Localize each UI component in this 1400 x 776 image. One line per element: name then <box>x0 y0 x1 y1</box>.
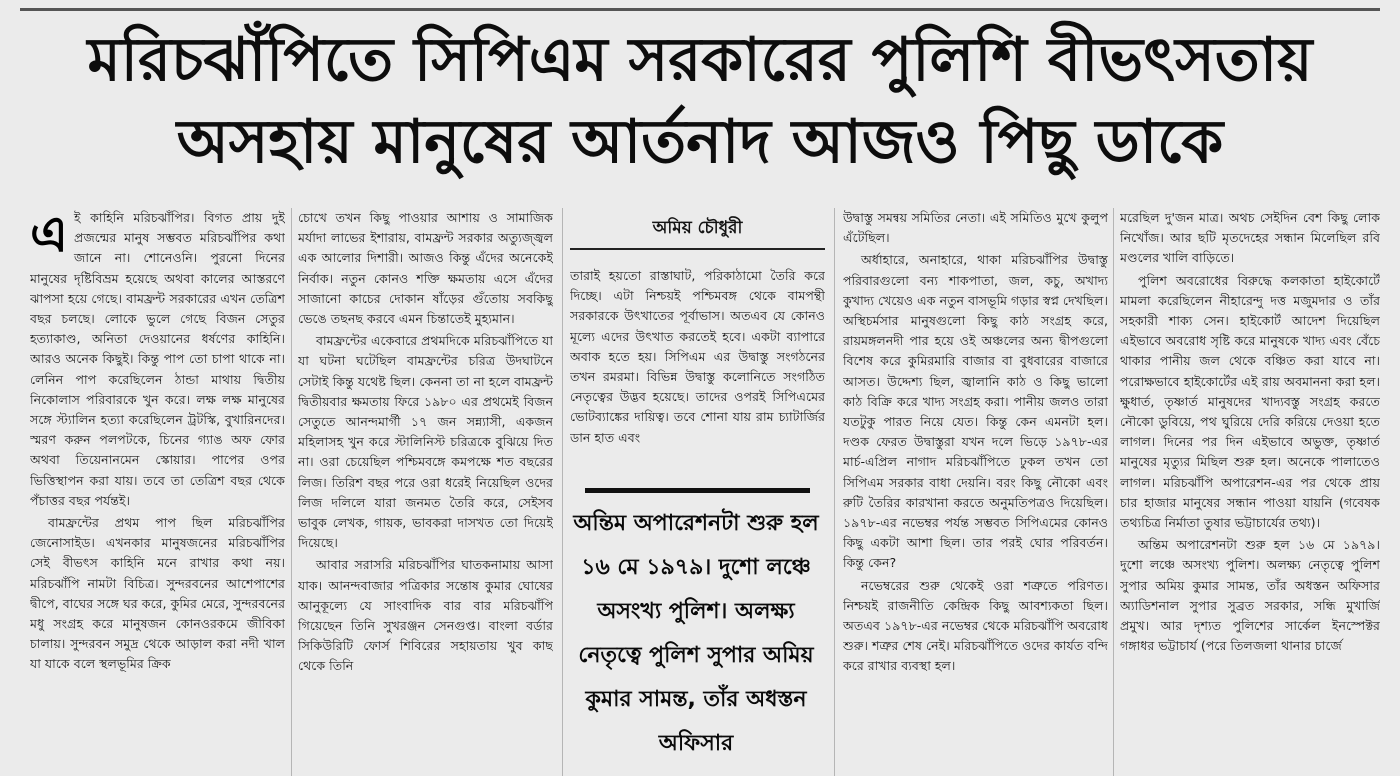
column-3-paragraph-1: তারাই হয়তো রাস্তাঘাট, পরিকাঠামো তৈরি করে দিচ্ছে। এটা নিশ্চয়ই পশ্চিমবঙ্গ থেকে বামপন্থী সরকারকে উৎখাতের পূর্বাভাস। অতএব যে কোনও মূল্যে এদের উৎখাত করতেই হবে। একটা ব্যাপারে অবাক হতে হয়। সিপিএম এর উদ্বাস্তু সংগঠনের তখন রমরমা। বিভিন্ন উদ্বাস্তু কলোনিতে সংগঠিত নেতৃত্বের উদ্ভব হয়েছে। তাদের ওপরই সিপিএমের ভোটব্যাঙ্কের দায়িত্ব। তবে শোনা যায় রাম চ্যাটার্জির ডান হাত এবং <box>570 268 825 445</box>
column-2-paragraph-3: আবার সরাসরি মরিচঝাঁপির ঘাতকনামায় আসা যাক। আনন্দবাজার পত্রিকার সন্তোষ কুমার ঘোষের আনুকূল্যে যে সাংবাদিক বার বার মরিচঝাঁপি গিয়েছেন তিনি সুখরঞ্জন সেনগুপ্ত। বাংলা বর্ডার সিকিউরিটি ফোর্স শিবিরের সহায়তায় খুব কাছ থেকে তিনি <box>298 557 553 674</box>
headline-line-2: অসহায় মানুষের আর্তনাদ আজও পিছু ডাকে <box>176 107 1224 177</box>
column-1-paragraph-1 <box>30 208 285 511</box>
column-divider <box>1113 208 1114 776</box>
column-5-paragraph-2: পুলিশ অবরোধের বিরুদ্ধে কলকাতা হাইকোর্টে মামলা করেছিলেন নীহারেন্দু দত্ত মজুমদার ও তাঁর সহকারী শাক্য সেন। হাইকোর্ট আদেশ দিয়েছিল এইভাবে অবরোধ সৃষ্টি করে মানুষকে খাদ্য এবং বেঁচে থাকার পানীয় জল থেকে বঞ্চিত করা যাবে না। পরোক্ষভাবে হাইকোর্টের এই রায় অবমাননা করা হল। ক্ষুধার্ত, তৃষ্ণার্ত মানুষদের খাদ্যবস্তু সংগ্রহ করতে নৌকো ডুবিয়ে, পথ ঘুরিয়ে দেরি করিয়ে দেওয়া হতে লাগল। দিনের পর দিন এইভাবে অভুক্ত, তৃষ্ণার্ত মানুষের মৃত্যুর মিছিল শুরু হল। অনেকে পালাতেও লাগল। মরিচঝাঁপি অপারেশন-এর পর থেকে প্রায় চার হাজার মানুষের সন্ধান পাওয়া যায়নি (গবেষক তথ্যচিত্র নির্মাতা তুষার ভট্টাচার্যের তথ্য)। <box>1120 272 1380 531</box>
column-2-paragraph-1: চোখে তখন কিছু পাওয়ার আশায় ও সামাজিক মর্যাদা লাভের ইশারায়, বামফ্রন্ট সরকার অত্যুজ্জ্বল এক আলোর দিশারী। আজও কিন্তু এঁদের অনেকেই নির্বাক। নতুন কোনও শক্তি ক্ষমতায় এসে এঁদের সাজানো কাচের দোকান ষাঁড়ের গুঁতোয় সবকিছু ভেঙে তছনছ করবে এমন চিন্তাতেই মুহ্যমান। <box>298 210 553 327</box>
top-border-rule <box>20 8 1380 11</box>
column-5-paragraph-1: মরেছিল দু'জন মাত্র। অথচ সেইদিন বেশ কিছু লোক নিখোঁজ। আর ছটি মৃতদেহের সন্ধান মিলেছিল রবি মণ্ডলের খালি বাড়িতে। <box>1120 210 1380 266</box>
pullquote-rule <box>585 488 810 493</box>
column-divider <box>291 208 292 776</box>
article-column-5 <box>1120 208 1380 776</box>
column-1-paragraph-2: বামফ্রন্টের প্রথম পাপ ছিল মরিচঝাঁপির জেনোসাইড। এখনকার মানুষজনের মরিচঝাঁপির সেই বীভৎস কাহিনি মনে রাখার কথা নয়। মরিচঝাঁপি নামটা বিচিত্র। সুন্দরবনের আশেপাশের দ্বীপে, বাঘের সঙ্গে ঘর করে, কুমির মেরে, সুন্দরবনের মধু সংগ্রহ করে মানুষজন কোনওরকমে জীবিকা চালায়। সুন্দরবন সমুদ্র থেকে আড়াল করা নদী খাল যা যাকে বলে স্থলভূমির ক্রিক <box>30 515 285 672</box>
column-4-paragraph-3: নভেম্বরের শুরু থেকেই ওরা শত্রুতে পরিণত। নিশ্চয়ই রাজনীতি কেন্দ্রিক কিছু আবশ্যকতা ছিল। অতএব ১৯৭৮-এর নভেম্বর থেকে মরিচঝাঁপি অবরোধ শুরু। শত্রুর শেষ নেই। মরিচঝাঁপিতে ওদের কার্যত বন্দি করে রাখার ব্যবস্থা হল। <box>843 577 1108 674</box>
byline: অমিয় চৌধুরী <box>570 208 825 250</box>
article-column-4 <box>843 208 1108 776</box>
column-2-paragraph-2: বামফ্রন্টের একেবারে প্রথমদিকে মরিচঝাঁপিতে যা যা ঘটনা ঘটেছিল বামফ্রন্টের চরিত্র উদঘাটনে সেটাই কিন্তু যথেষ্ট ছিল। কেননা তা না হলে বামফ্রন্ট দ্বিতীয়বার ক্ষমতায় ফিরে ১৯৮০ এর প্রথমেই বিজন সেতুতে আনন্দমার্গী ১৭ জন সন্ন্যাসী, একজন মহিলাসহ খুন করে স্টালিনিস্ট চরিত্রকে বুঝিয়ে দিত না। ওরা চেয়েছিল পশ্চিমবঙ্গে কমপক্ষে শত বছরের লিজ। তিরিশ বছর পরে ওরা ধরেই নিয়েছিল ওদের লিজ দলিলে যারা জনমত তৈরি করে, সেইসব ভাবুক লেখক, গায়ক, ভাবকরা দাসখত তো দিয়েই দিয়েছে। <box>298 333 553 551</box>
pullquote: অন্তিম অপারেশনটা শুরু হল ১৬ মে ১৯৭৯। দুশো লঞ্চে অসংখ্য পুলিশ। অলক্ষ্য নেতৃত্বে পুলিশ সুপার অমিয় কুমার সামন্ত, তাঁর অধস্তন অফিসার <box>573 511 819 756</box>
column-divider <box>562 208 563 776</box>
column-divider <box>834 208 835 776</box>
article-column-1 <box>30 208 285 776</box>
headline-line-1: মরিচঝাঁপিতে সিপিএম সরকারের পুলিশি বীভৎসতায় <box>87 25 1313 95</box>
column-5-paragraph-3: অন্তিম অপারেশনটা শুরু হল ১৬ মে ১৯৭৯। দুশো লঞ্চে অসংখ্য পুলিশ। অলক্ষ্য নেতৃত্বে পুলিশ সুপার অমিয় কুমার সামন্ত, তাঁর অধস্তন অফিসার অ্যাডিশনাল সুপার সুব্রত সরকার, সন্ধি মুখার্জি প্রমুখ। আর দৃশ্যত পুলিশের সার্কেল ইনস্পেক্টর গঙ্গাধর ভট্টাচার্য (পরে তিলজলা থানার চার্জে <box>1120 537 1380 654</box>
column-1-paragraph-1-text: ই কাহিনি মরিচঝাঁপির। বিগত প্রায় দুই প্রজন্মের মানুষ সম্ভবত মরিচঝাঁপির কথা জানে না। শোনেওনি। পুরনো দিনের মানুষের দৃষ্টিবিভ্রম হয়েছে অথবা কালের আস্তরণে ঝাপসা হয়ে গেছে। বামফ্রন্ট সরকারের এখন তেত্রিশ বছর চলছে। লোকে ভুলে গেছে বিজন সেতুর হত্যাকাণ্ড, অনিতা দেওয়ানের ধর্ষণের কাহিনি। আরও অনেক কিছুই। কিন্তু পাপ তো চাপা থাকে না। লেনিন পাপ করেছিলেন ঠান্ডা মাথায় দ্বিতীয় নিকোলাস পরিবারকে খুন করে। লক্ষ লক্ষ মানুষের সঙ্গে স্ট্যালিন হত্যা করেছিলেন ট্রটস্কি, বুখারিনদের। স্মরণ করুন পলপটকে, চিনের গ্যাঙ অফ ফোর অথবা তিয়েনানমেন স্কোয়ার। পাপের ওপর ভিত্তিস্থাপন করা যায়। তবে তা তেত্রিশ বছর থেকে পঁচাত্তর বছর পর্যন্তই। <box>30 210 285 508</box>
drop-cap: এ <box>30 208 69 263</box>
article-column-2 <box>298 208 553 776</box>
article-column-3 <box>570 266 825 486</box>
column-4-paragraph-1: উদ্বাস্তু সমন্বয় সমিতির নেতা। এই সমিতিও মুখে কুলুপ এঁটেছিল। <box>843 210 1108 246</box>
column-4-paragraph-2: অর্ধাহারে, অনাহারে, থাকা মরিচঝাঁপির উদ্বাস্তু পরিবারগুলো বন্য শাকপাতা, জল, কচু, অখাদ্য কুখাদ্য খেয়েও এক নতুন বাসভূমি গড়ার স্বপ্ন দেখছিল। অস্থিচর্মসার মানুষগুলো কিছু কাঠ সংগ্রহ করে, রায়মঙ্গলনদী পার হয়ে ওই অঞ্চলের অন্য দ্বীপগুলো বিশেষ করে কুমিরমারি বাজার বা বুধবারের বাজারে আসত। উদ্দেশ্য ছিল, জ্বালানি কাঠ ও কিছু ভালো কাঠ বিক্রি করে খাদ্য সংগ্রহ করা। পানীয় জলও তারা যতটুকু পারত নিয়ে যেত। কিন্তু কেন এমনটা হল। দণ্ডক ফেরত উদ্বাস্তুরা যখন দলে ভিড়ে ১৯৭৮-এর মার্চ-এপ্রিল নাগাদ মরিচঝাঁপিতে ঢুকল তখন তো সিপিএম সরকার বাধা দেয়নি। বরং কিছু নৌকো এবং রুটি তৈরির কারখানা করতে অনুমতিপত্রও দিয়েছিল। ১৯৭৮-এর নভেম্বর পর্যন্ত সম্ভবত সিপিএমের কোনও কিছু একটা আশা ছিল। তার পরই ঘোর পরিবর্তন। কিন্তু কেন? <box>843 252 1108 571</box>
